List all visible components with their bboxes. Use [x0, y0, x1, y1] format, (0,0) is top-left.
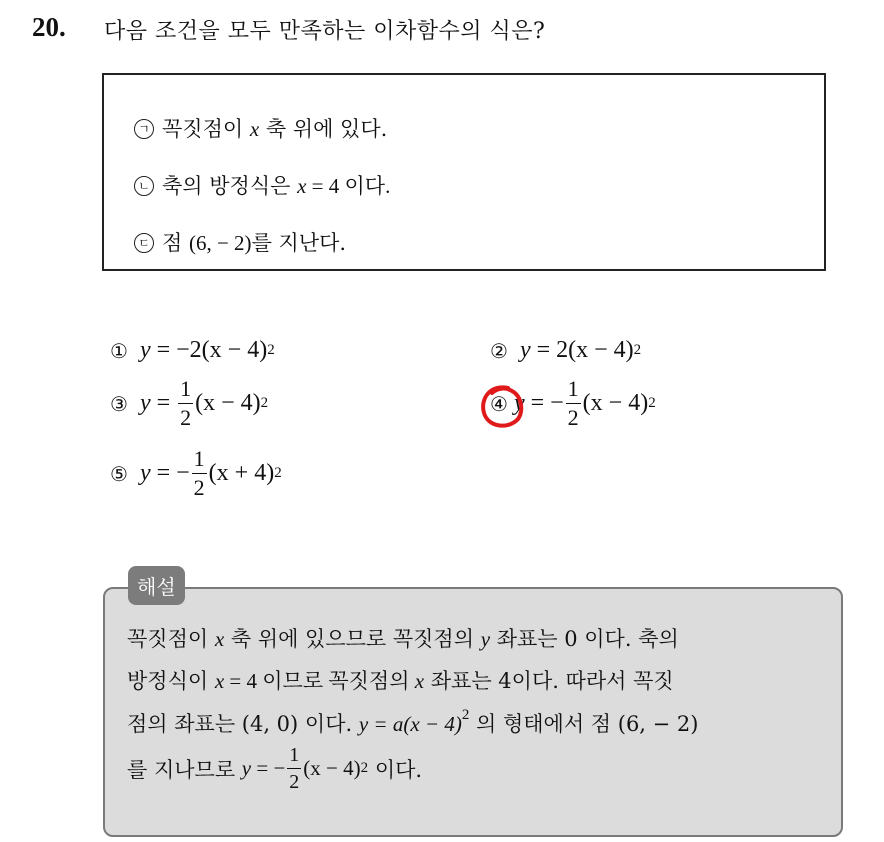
fraction-numerator: 1: [287, 745, 301, 769]
choice-equation: [520, 337, 641, 364]
solution-box: [103, 587, 843, 837]
choice-equation: [140, 337, 275, 364]
condition-1: [134, 113, 387, 143]
solution-equation: y = a(x − 4): [358, 712, 462, 736]
eq-rhs: 2(x − 4): [556, 337, 634, 363]
solution-line-1: [127, 623, 679, 653]
solution-exponent: 2: [461, 707, 470, 723]
fraction: [566, 378, 581, 429]
solution-text: 꼭짓점이: [127, 627, 215, 651]
solution-exponent: 2: [360, 760, 369, 776]
choice-equation: [514, 378, 656, 429]
condition-mark: ㄴ: [134, 176, 154, 196]
eq-rhs: −2(x − 4): [176, 337, 268, 363]
fraction: [287, 745, 301, 792]
condition-point: (6, − 2): [188, 231, 252, 255]
choice-number: ③: [110, 391, 128, 416]
choice-3[interactable]: [110, 378, 268, 429]
eq-sign: =: [150, 337, 177, 363]
solution-var: x: [214, 627, 225, 651]
eq-sign: =: [150, 390, 177, 416]
eq-exponent: 2: [260, 395, 269, 411]
solution-line-4: [127, 745, 422, 792]
solution-text: 축 위에 있으므로 꼭짓점의: [224, 627, 481, 651]
choice-5[interactable]: [110, 448, 282, 499]
solution-line-2: [127, 665, 674, 695]
condition-3: [134, 227, 346, 257]
question-number: 20.: [32, 12, 66, 42]
fraction-denominator: 2: [193, 475, 205, 500]
condition-text-post: 를 지난다.: [251, 231, 347, 255]
condition-var: x: [297, 174, 307, 198]
choice-number: ④: [490, 391, 508, 416]
choice-1[interactable]: [110, 337, 275, 364]
eq-exponent: 2: [648, 395, 656, 411]
condition-mark: ㄷ: [134, 233, 154, 253]
eq-sign: =: [530, 337, 557, 363]
condition-text-pre: 점: [162, 231, 189, 255]
solution-text: 점의 좌표는 (4, 0) 이다.: [127, 712, 359, 736]
solution-var: y: [480, 627, 491, 651]
fraction-denominator: 2: [289, 771, 300, 793]
condition-mark: ㄱ: [134, 119, 154, 139]
solution-var: x: [214, 669, 225, 693]
solution-text: 좌표는 4이다. 따라서 꼭짓: [424, 669, 674, 693]
choice-equation: [140, 448, 282, 499]
fraction: [192, 448, 207, 499]
eq-lhs: y: [139, 390, 151, 416]
solution-text: = 4 이므로 꼭짓점의: [224, 669, 415, 693]
eq-sign: = −: [150, 460, 190, 486]
eq-exponent: 2: [633, 342, 642, 358]
solution-tag: 해설: [128, 566, 185, 605]
fraction-denominator: 2: [180, 405, 192, 430]
fraction-denominator: 2: [567, 405, 579, 430]
fraction: [178, 378, 193, 429]
eq-rhs: (x − 4): [582, 390, 649, 416]
eq-rhs: (x + 4): [208, 460, 275, 486]
condition-2: [134, 170, 390, 200]
solution-var: x: [414, 669, 425, 693]
answer-circle-icon: [478, 383, 526, 433]
eq-lhs: y: [513, 390, 525, 416]
condition-var: x: [249, 117, 260, 141]
eq-rhs: (x − 4): [195, 390, 261, 416]
condition-text-post: = 4 이다.: [306, 174, 391, 198]
solution-line-3: [127, 707, 698, 738]
choice-equation: [140, 378, 268, 429]
fraction-numerator: 1: [192, 448, 207, 474]
fraction-numerator: 1: [178, 378, 193, 404]
choice-2[interactable]: [490, 337, 641, 364]
eq-exponent: 2: [267, 342, 275, 358]
solution-text: 의 형태에서 점 (6, − 2): [469, 712, 699, 736]
choice-number: ⑤: [110, 461, 128, 486]
fraction-numerator: 1: [566, 378, 581, 404]
condition-text-post: 축 위에 있다.: [259, 117, 388, 141]
question-text: 다음 조건을 모두 만족하는 이차함수의 식은?: [104, 19, 546, 44]
choice-number: ①: [110, 338, 128, 363]
eq-lhs: y: [139, 337, 151, 363]
condition-text-pre: 꼭짓점이: [162, 117, 250, 141]
eq-lhs: y: [519, 337, 531, 363]
solution-eq-sign: = −: [251, 756, 286, 780]
choice-number: ②: [490, 338, 508, 363]
solution-text: 좌표는 0 이다. 축의: [490, 627, 679, 651]
eq-lhs: y: [139, 460, 151, 486]
conditions-box: [102, 73, 826, 271]
solution-text: 방정식이: [127, 669, 215, 693]
eq-sign: = −: [524, 390, 564, 416]
solution-var: y: [241, 756, 252, 780]
solution-text: 이다.: [368, 757, 423, 782]
condition-text-pre: 축의 방정식은: [162, 174, 298, 198]
solution-text: 를 지나므로: [127, 757, 242, 782]
eq-exponent: 2: [274, 465, 282, 481]
solution-rhs: (x − 4): [303, 756, 361, 780]
